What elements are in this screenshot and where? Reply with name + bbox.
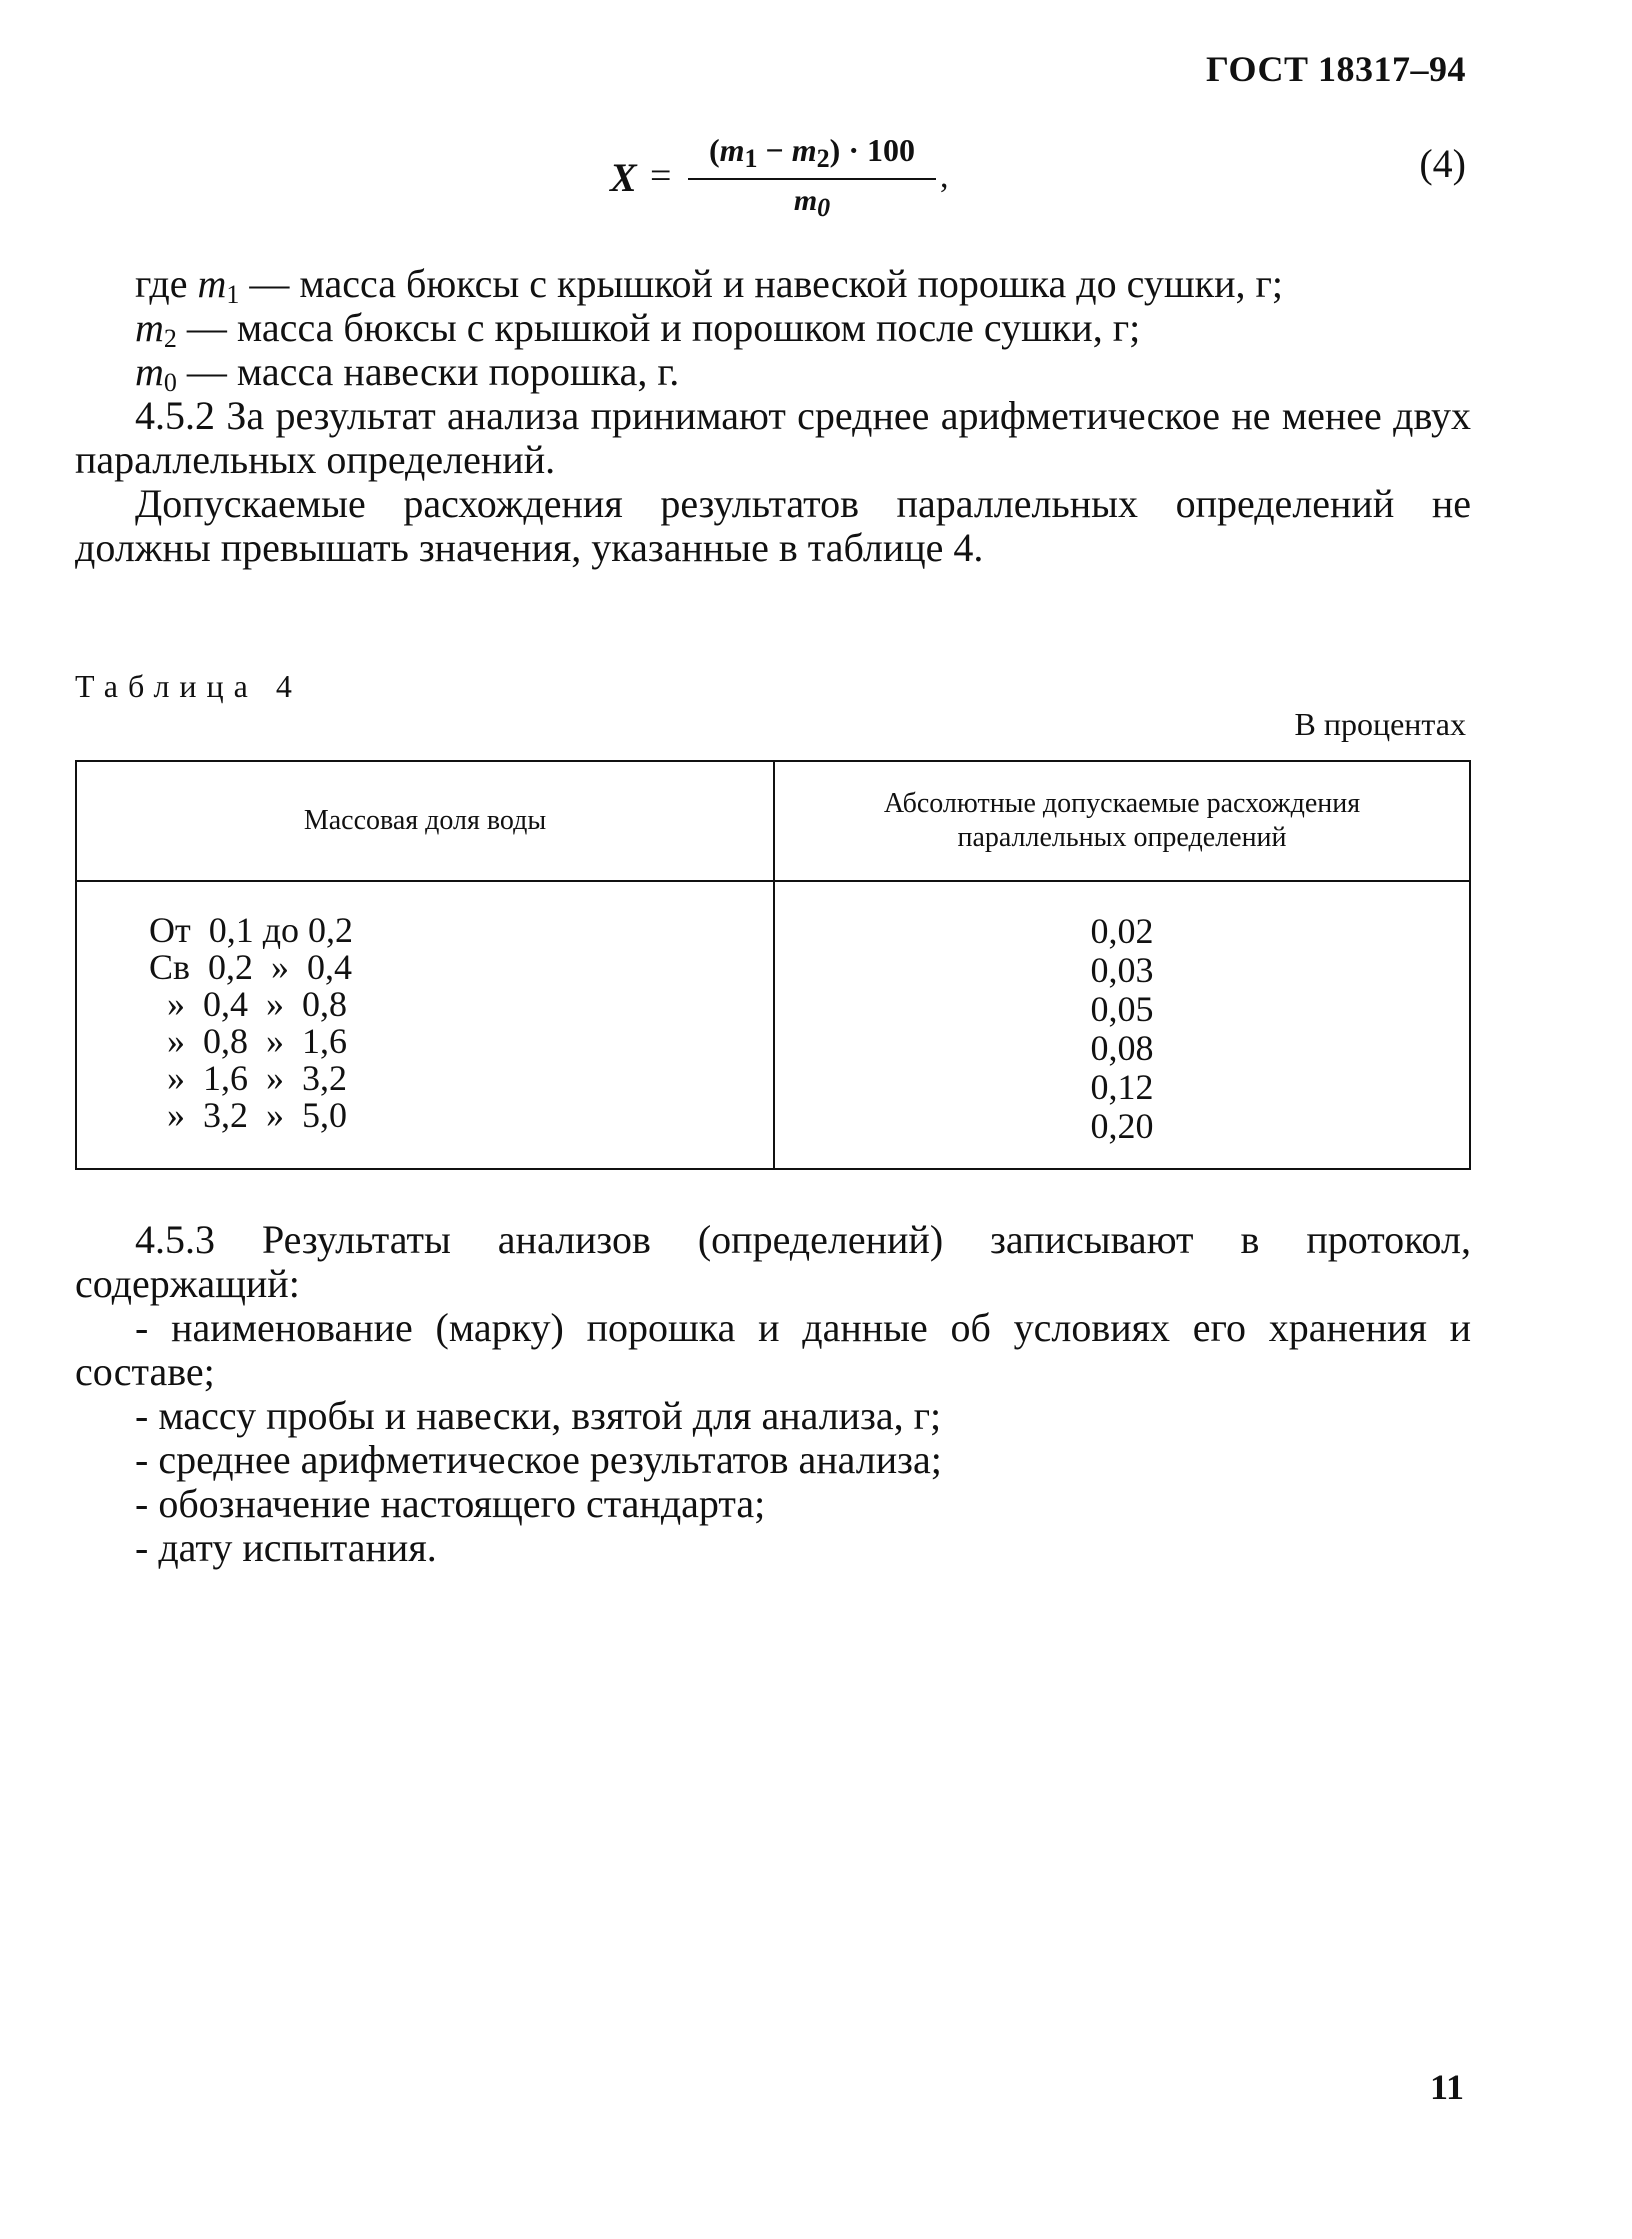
standard-header: ГОСТ 18317–94 xyxy=(1206,49,1466,89)
legend-m2 xyxy=(75,305,1471,353)
legend-m2-text: — масса бюксы с крышкой и порошком после сушки, г; xyxy=(176,305,1141,350)
numerator-m1-sub: 1 xyxy=(744,144,758,173)
table-header-discrepancy-line2: параллельных определений xyxy=(957,822,1287,853)
table-header-divider xyxy=(77,880,1469,882)
table-header-discrepancy xyxy=(775,762,1469,880)
legend-m2-var: m xyxy=(135,305,164,350)
formula-equals: = xyxy=(650,155,672,197)
formula-legend xyxy=(75,262,1471,570)
denominator-m0: m xyxy=(793,184,818,217)
denominator-m0-sub: 0 xyxy=(817,193,831,222)
paragraph-4-5-3: 4.5.3 Результаты анализов (определений) записывают в протокол, содержащий: xyxy=(75,1217,1471,1306)
list-item: - дату испытания. xyxy=(135,1525,437,1570)
list-item: - наименование (марку) порошка и данные об условиях его хранения и составе; xyxy=(75,1305,1471,1394)
table-header-discrepancy-line1: Абсолютные допускаемые расхождения xyxy=(883,788,1361,819)
table-caption: Таблица 4 xyxy=(75,668,302,704)
legend-m1-var: m xyxy=(197,261,227,306)
legend-m1 xyxy=(75,261,1471,309)
table-4 xyxy=(75,760,1471,1170)
equation-number: (4) xyxy=(1419,141,1466,186)
legend-m0-var: m xyxy=(135,349,164,394)
table-column-ranges xyxy=(149,912,353,1134)
legend-m1-text: — масса бюксы с крышкой и навеской порошка до сушки, г; xyxy=(239,261,1283,306)
table-cell-range: От 0,1 до 0,2 xyxy=(149,910,354,950)
numerator-m2: m xyxy=(791,132,817,168)
table-cell-range: » 0,4 » 0,8 xyxy=(149,984,347,1024)
paragraph-4-5-2: 4.5.2 За результат анализа принимают среднее арифметическое не менее двух параллельных определений. xyxy=(75,393,1471,482)
table-cell-value: 0,03 xyxy=(1090,950,1154,990)
table-cell-range: » 0,8 » 1,6 xyxy=(149,1021,347,1061)
table-unit: В процентах xyxy=(1294,706,1466,742)
formula-numerator xyxy=(692,132,932,173)
numerator-open-paren: ( xyxy=(709,132,720,168)
formula-denominator xyxy=(692,184,932,222)
table-cell-range: Св 0,2 » 0,4 xyxy=(149,947,353,987)
fraction-bar xyxy=(688,178,936,180)
legend-m2-sub: 2 xyxy=(163,324,177,353)
legend-m0 xyxy=(75,349,1471,397)
table-cell-range: » 1,6 » 3,2 xyxy=(149,1058,347,1098)
formula-4 xyxy=(610,128,949,238)
table-cell-value: 0,05 xyxy=(1090,989,1154,1029)
list-item: - массу пробы и навески, взятой для анализа, г; xyxy=(135,1393,942,1438)
numerator-m1: m xyxy=(719,132,745,168)
formula-comma: , xyxy=(940,158,949,195)
table-cell-range: » 3,2 » 5,0 xyxy=(149,1095,347,1135)
table-header-mass-fraction: Массовая доля воды xyxy=(303,805,547,836)
legend-m1-sub: 1 xyxy=(226,280,240,309)
table-cell-value: 0,12 xyxy=(1090,1067,1154,1107)
formula-lhs: X xyxy=(610,155,637,200)
numerator-m2-sub: 2 xyxy=(816,144,830,173)
list-item: - обозначение настоящего стандарта; xyxy=(135,1481,766,1526)
section-4-5-3 xyxy=(75,1218,1471,1570)
legend-m0-sub: 0 xyxy=(163,368,177,397)
table-column-values xyxy=(775,912,1469,1146)
list-item: - среднее арифметическое результатов анализа; xyxy=(135,1437,942,1482)
table-cell-value: 0,08 xyxy=(1090,1028,1154,1068)
table-cell-value: 0,20 xyxy=(1090,1106,1154,1146)
legend-lead: где xyxy=(135,261,198,306)
paragraph-discrepancy: Допускаемые расхождения результатов параллельных определений не должны превышать значения, указанные в таблице 4. xyxy=(75,481,1471,570)
legend-m0-text: — масса навески порошка, г. xyxy=(176,349,680,394)
numerator-minus: − xyxy=(757,132,792,168)
numerator-close: ) · 100 xyxy=(829,132,915,168)
page-number: 11 xyxy=(1429,2067,1464,2107)
table-cell-value: 0,02 xyxy=(1090,911,1154,951)
